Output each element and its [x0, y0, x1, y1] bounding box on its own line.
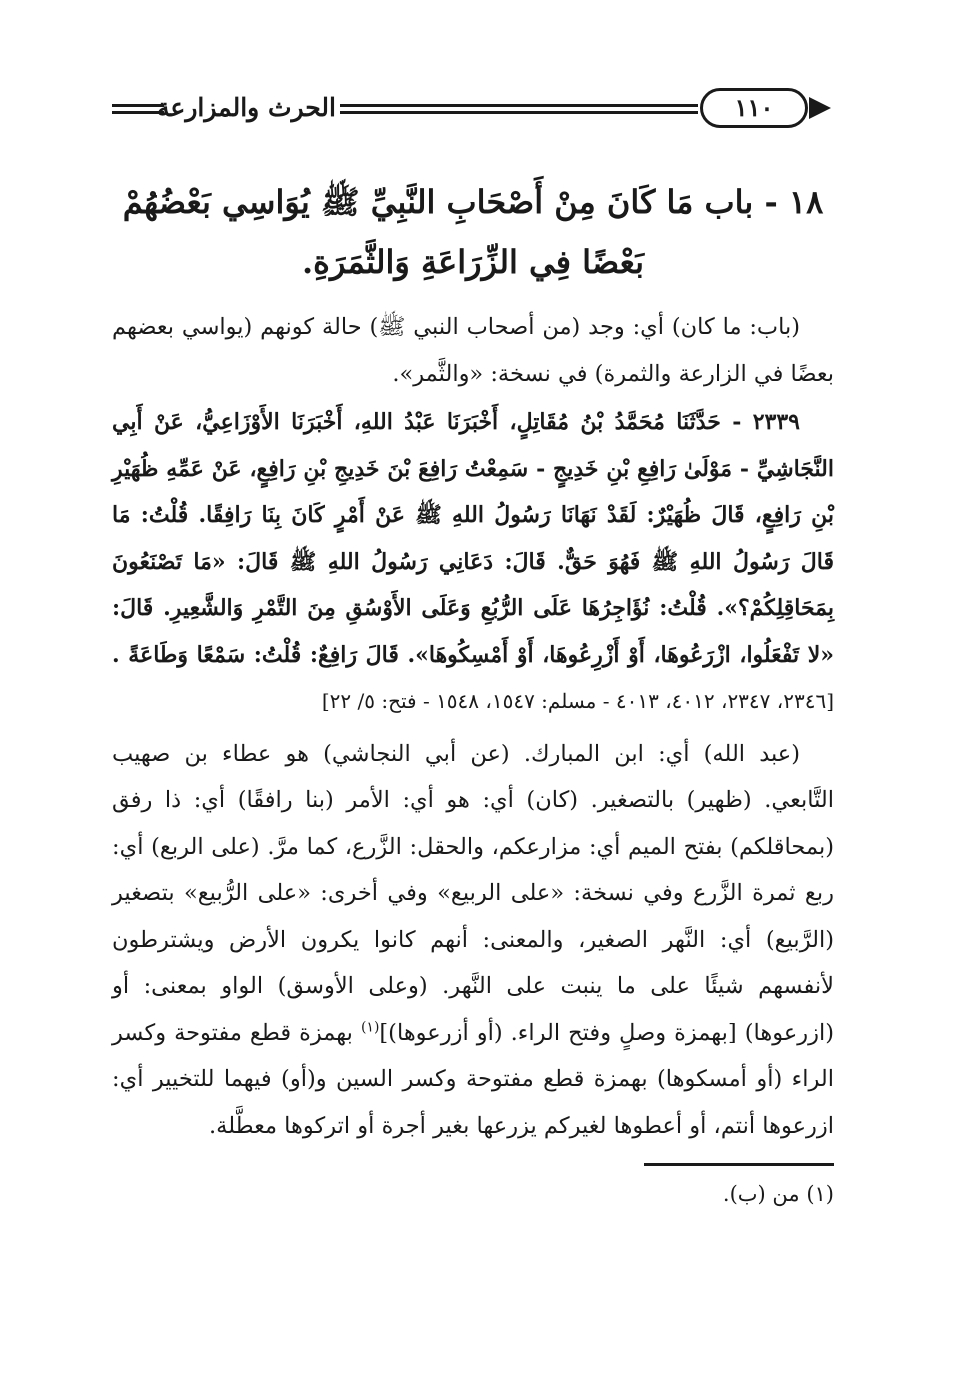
hadith-text: [112, 399, 834, 725]
running-header: [112, 84, 834, 142]
header-double-rule-middle: [340, 104, 698, 114]
commentary-text: (عبد الله) أي: ابن المبارك. (عن أبي النجاشي) هو عطاء بن صهيب التَّابعي. (ظهير) بالتصغير. (كان) أي: هو أي: الأمر (بنا رافقًا) أي: ذا رفق (بمحاقلكم) بفتح الميم أي: مزارعكم، والحقل: الزَّرع، كما مرَّ. (على الربع) أي: ربع ثمرة الزَّرع وفي نسخة: «على الربيع» وفي أخرى: «على الرُّبيع» بتصغير (الرَّبيع) أي: النَّهر الصغير، والمعنى: أنهم كانوا يكرون الأرض ويشترطون لأنفسهم شيئًا على ما ينبت على النَّهر. (وعلى الأوسق) الواو بمعنى: أو (ازرعوها) [بهمزة وصلٍ وفتح الراء. (أو أزرعوها)]: [112, 740, 835, 1046]
commentary-text-continued: بهمزة قطع مفتوحة وكسر الراء (أو أمسكوها) بهمزة قطع مفتوحة وكسر السين و(أو) فيهما للتخيير أي: ازرعوها أنتم، أو أعطوها لغيركم يزرعها بغير أجرة أو اتركوها معطَّلة.: [112, 1019, 834, 1139]
hadith-references: [٢٣٤٦، ٢٣٤٧، ٤٠١٢، ٤٠١٣ - مسلم: ١٥٤٧، ١٥٤٨ - فتح: ٥/ ٢٢]: [321, 689, 834, 713]
footnote: (١) من (ب).: [722, 1182, 834, 1206]
page-number-badge: ١١٠: [700, 88, 808, 128]
hadith-body: ٢٣٣٩ - حَدَّثَنَا مُحَمَّدُ بْنُ مُقَاتِلٍ، أَخْبَرَنَا عَبْدُ اللهِ، أَخْبَرَنَا الأَوْزَاعِيُّ، عَنْ أَبِي النَّجَاشِيِّ - مَوْلَىٰ رَافِعِ بْنِ خَدِيجٍ - سَمِعْتُ رَافِعَ بْنَ خَدِيجِ بْنِ رَافِعٍ، عَنْ عَمِّهِ ظُهَيْرِ بْنِ رَافِعٍ، قَالَ ظُهَيْرٌ: لَقَدْ نَهَانَا رَسُولُ اللهِ ﷺ عَنْ أَمْرٍ كَانَ بِنَا رَافِقًا. قُلْتُ: مَا قَالَ رَسُولُ اللهِ ﷺ فَهُوَ حَقٌّ. قَالَ: دَعَانِي رَسُولُ اللهِ ﷺ قَالَ: «مَا تَصْنَعُونَ بِمَحَاقِلِكُمْ؟». قُلْتُ: نُؤَاجِرُهَا عَلَى الرُّبُعِ وَعَلَى الأَوْسُقِ مِنَ التَّمْرِ وَالشَّعِيرِ. قَالَ: «لا تَفْعَلُوا، ازْرَعُوهَا، أَوْ أَزْرِعُوهَا، أَوْ أَمْسِكُوهَا». قَالَ رَافِعٌ: قُلْتُ: سَمْعًا وَطَاعَةً .: [112, 409, 834, 668]
commentary-paragraph: (باب: ما كان) أي: وجد (من أصحاب النبي ﷺ) حالة كونهم (يواسي بعضهم بعضًا في الزارعة والثمرة) في نسخة: «والثَّمر».: [112, 314, 834, 387]
footnote-separator: [644, 1163, 834, 1166]
footnote-marker: (١): [360, 1019, 380, 1035]
book-page: [112, 84, 834, 1212]
running-title: الحرث والمزارعة: [157, 93, 336, 122]
commentary-paragraph-2: [112, 731, 834, 1150]
chapter-heading: ١٨ - باب مَا كَانَ مِنْ أَصْحَابِ النَّبِيِّ ﷺ يُوَاسِي بَعْضُهُمْ بَعْضًا فِي الزِّرَاعَةِ وَالثَّمَرَةِ.: [122, 183, 824, 281]
